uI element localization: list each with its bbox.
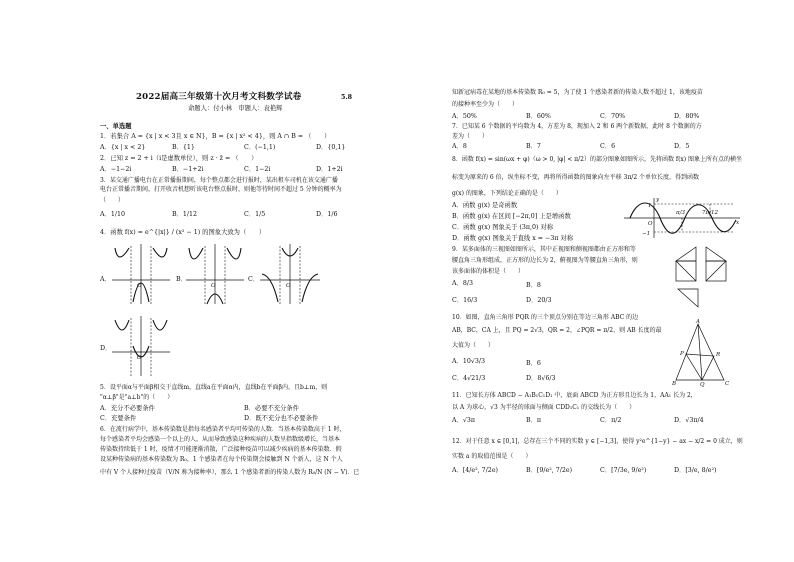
q10-line-2: AB，BC，CA 上，且 PQ = 2√3，QR = 2，∠PQR = π/2，则 AB 长度的最 <box>452 327 662 334</box>
exam-title: 2022届高三年级第十次月考文科数学试卷 <box>136 92 302 102</box>
q3-line-3: （ ） <box>100 197 125 204</box>
svg-text:O: O <box>137 355 142 361</box>
q3-line-1: 3．某交通广播电台在正常播报期间，每个整点都会进行报时，某出租车司机在该交通广播 <box>100 177 338 184</box>
q6-line-2: 每个感染者平均会感染一个以上的人，从而导致感染这种疾病的人数呈指数级增长，当基本 <box>100 436 341 443</box>
q9-line-3: 该多面体的体积是（ ） <box>452 268 525 275</box>
q9-three-view-figure <box>672 245 750 309</box>
q5-line-2: "α⊥β"是"a⊥b"的（ ） <box>100 394 174 401</box>
q8-line-3: g(x) 的图象，下列结论正确的是（ ） <box>452 190 562 197</box>
q1-stem: 1．若集合 A = {x | x < 3且 x ∈ N}，B = {x | x² < 4}，则 A ∩ B = （ ） <box>100 133 331 140</box>
q7-line-1: 7．已知某 6 个数据的平均数为 4，方差为 8，现加入 2 和 6 两个新数据，此时 8 个数据的方 <box>452 123 702 130</box>
q8-label-1: 1 <box>648 203 652 209</box>
q4-label-a: A． <box>100 276 111 283</box>
q8-line-2: 标变为原来的 6 倍，纵坐标不变，再将所得函数的图象向左平移 3π/2 个单位长度，得到函数 <box>452 174 700 181</box>
q9-option-c: C．16/3 <box>452 297 478 304</box>
q2-stem: 2．已知 z = 2 + i（i是虚数单位），则 z · z̄ = （ ） <box>100 155 258 162</box>
exam-date: 5.8 <box>341 94 352 101</box>
q8-option-a: A．函数 g(x) 是奇函数 <box>452 202 518 209</box>
q8-sine-figure <box>624 196 742 240</box>
q4-graph-c <box>260 244 320 306</box>
q10-label-p: P <box>680 351 684 357</box>
q11-option-d: D．√3π/4 <box>674 417 704 424</box>
q8-option-d: D．函数 g(x) 图象关于直线 x = −3π 对称 <box>452 235 574 242</box>
svg-text:O: O <box>137 283 142 289</box>
q6-line-5: 中有 V 个人接种过疫苗（V/N 称为接种率），那么 1 个感染者新的传染人数为 R₀/N (N − V)．已 <box>100 469 360 476</box>
q6-option-c: C．70% <box>600 113 626 120</box>
q8-label-neg1: −1 <box>642 231 651 237</box>
q11-option-b: B．π <box>526 417 542 424</box>
q8-option-c: C．函数 g(x) 图象关于 (3π,0) 对称 <box>452 224 554 231</box>
q10-label-c: C <box>725 381 730 387</box>
q12-option-d: D．[3/e, 8/e²) <box>674 467 717 474</box>
q12-option-c: C．[7/3e, 9/e²) <box>600 467 647 474</box>
q4-label-c: C． <box>248 276 260 283</box>
q10-option-d: D．8√6/3 <box>526 375 556 382</box>
q8-option-b: B．函数 g(x) 在区间 [−2π,0] 上是增函数 <box>452 213 571 220</box>
q12-line-1: 12．对于任意 x ∈ [0,1]，总存在三个不同的实数 y ∈ [−1,3]，使得 y²e^{1−y} − ax − x/2 = 0 成立，则 <box>452 438 743 445</box>
q1-option-d: D．{0,1} <box>316 144 346 151</box>
q7-option-a: A．8 <box>452 143 467 150</box>
section-heading: 一、单选题 <box>100 123 132 130</box>
q3-option-d: D．1/6 <box>316 211 338 218</box>
q12-option-a: A．[4/e², 7/2e) <box>452 467 498 474</box>
q4-stem: 4．函数 f(x) = e^{|x|} / (x² − 1) 的图象大致为（ ） <box>100 229 266 236</box>
q6-line-4: 设某种传染病的基本传染数为 R₀，1 个感染者在每个传染期会接触到 N 个新人，这 N 个人 <box>100 456 343 463</box>
q3-option-b: B．1/12 <box>172 211 198 218</box>
q7-option-b: B．7 <box>526 143 541 150</box>
q9-option-a: A．8/3 <box>452 280 473 287</box>
q1-option-b: B．{1} <box>172 144 195 151</box>
q11-line-2: 以 A 为球心，√3 为半径的球面与侧面 CDD₁C₁ 的交线长为（ ） <box>452 404 636 411</box>
q8-label-x: x <box>736 220 740 226</box>
q11-option-a: A．√3π <box>452 417 476 424</box>
q9-line-1: 9．某多面体的三视图如图所示，其中正视图和侧视图都由正方形和等 <box>452 246 636 253</box>
q4-label-d: D． <box>100 345 112 352</box>
q6-option-b: B．60% <box>526 113 551 120</box>
q5-option-c: C．充要条件 <box>100 415 137 422</box>
q8-label-o: O <box>648 221 653 227</box>
q2-option-d: D．1+2i <box>316 166 343 173</box>
q10-line-3: 大值为（ ） <box>452 342 495 349</box>
q8-label-7pi12: 7π/12 <box>702 210 718 216</box>
q4-label-b: B． <box>176 276 187 283</box>
q4-graph-b <box>186 244 244 306</box>
q10-label-r: R <box>716 352 721 358</box>
q11-option-c: C．π/2 <box>600 417 622 424</box>
q3-line-2: 电台正常播音期间，打开收音机想听该电台整点报时，则他等待时间不超过 5 分钟的概率为 <box>100 186 342 193</box>
q5-line-1: 5．设平面α与平面β相交于直线m，直线a在平面α内，直线b在平面β内，且b⊥m，则 <box>100 384 328 391</box>
q10-triangle-figure <box>672 318 732 386</box>
q3-option-c: C．1/5 <box>244 211 266 218</box>
q9-line-2: 腰直角三角形组成，正方形的边长为 2，俯视图为等腰直角三角形，则 <box>452 257 638 264</box>
q8-label-pi3: π/3 <box>676 210 685 216</box>
author-line: 命题人：付小林 审题人：袁艳辉 <box>188 105 283 112</box>
q8-line-1: 8．函数 f(x) = sin(ωx + φ)（ω > 0, |φ| < π/2）的部分图象如图所示，先将函数 f(x) 图象上所有点的横坐 <box>452 156 743 163</box>
q6-cont-line-1: 知新冠病毒在某地的基本传染数 R₀ = 5，为了使 1 个感染者新的传染人数不超过 1，该地疫苗 <box>452 89 703 96</box>
q7-option-d: D．5 <box>674 143 690 150</box>
q10-label-a: A <box>696 319 700 325</box>
q6-cont-line-2: 的接种率至少为（ ） <box>452 101 519 108</box>
q6-line-3: 传染数持续低于 1 时，疫情才可能逐渐消散，广泛接种疫苗可以减少疾病的基本传染数．假 <box>100 446 342 453</box>
q8-label-y: y <box>656 197 660 203</box>
q10-label-q: Q <box>700 382 705 388</box>
q10-line-1: 10．如图，直角三角形 PQR 的三个顶点分别在等边三角形 ABC 的边 <box>452 314 639 321</box>
q9-option-b: B．8 <box>526 282 541 289</box>
q4-graph-a <box>112 244 170 306</box>
q9-option-d: D．20/3 <box>526 297 552 304</box>
q12-option-b: B．[9/e², 7/2e) <box>526 467 573 474</box>
q10-label-b: B <box>672 381 677 387</box>
q7-line-2: 差为（ ） <box>452 133 489 140</box>
q2-option-a: A．−1−2i <box>100 166 132 173</box>
q11-line-1: 11．已知长方体 ABCD − A₁B₁C₁D₁ 中，底面 ABCD 为正方形且边长为 1，AA₁ 长为 2， <box>452 392 697 399</box>
q1-option-c: C．(−1,1) <box>244 144 276 151</box>
q10-option-a: A．10√3/3 <box>452 358 486 365</box>
q10-option-c: C．4√21/3 <box>452 375 486 382</box>
q2-option-c: C．1−2i <box>244 166 271 173</box>
q6-option-a: A．50% <box>452 113 477 120</box>
q5-option-b: B．必要不充分条件 <box>244 405 300 412</box>
q7-option-c: C．6 <box>600 143 616 150</box>
q6-option-d: D．80% <box>674 113 700 120</box>
q2-option-b: B．−1+2i <box>172 166 204 173</box>
q12-line-2: 实数 a 的取值范围是（ ） <box>452 453 532 460</box>
svg-text:O: O <box>211 283 216 289</box>
q10-option-b: B．6 <box>526 360 541 367</box>
q6-line-1: 6．在流行病学中，基本传染数是指每名感染者平均可传染的人数．当基本传染数高于 1 时， <box>100 426 346 433</box>
q4-graph-d <box>112 316 170 378</box>
q5-option-a: A．充分不必要条件 <box>100 405 155 412</box>
q5-option-d: D．既不充分也不必要条件 <box>244 415 319 422</box>
q1-option-a: A．{x | x < 2} <box>100 144 146 151</box>
q3-option-a: A．1/10 <box>100 211 125 218</box>
svg-text:O: O <box>286 283 291 289</box>
